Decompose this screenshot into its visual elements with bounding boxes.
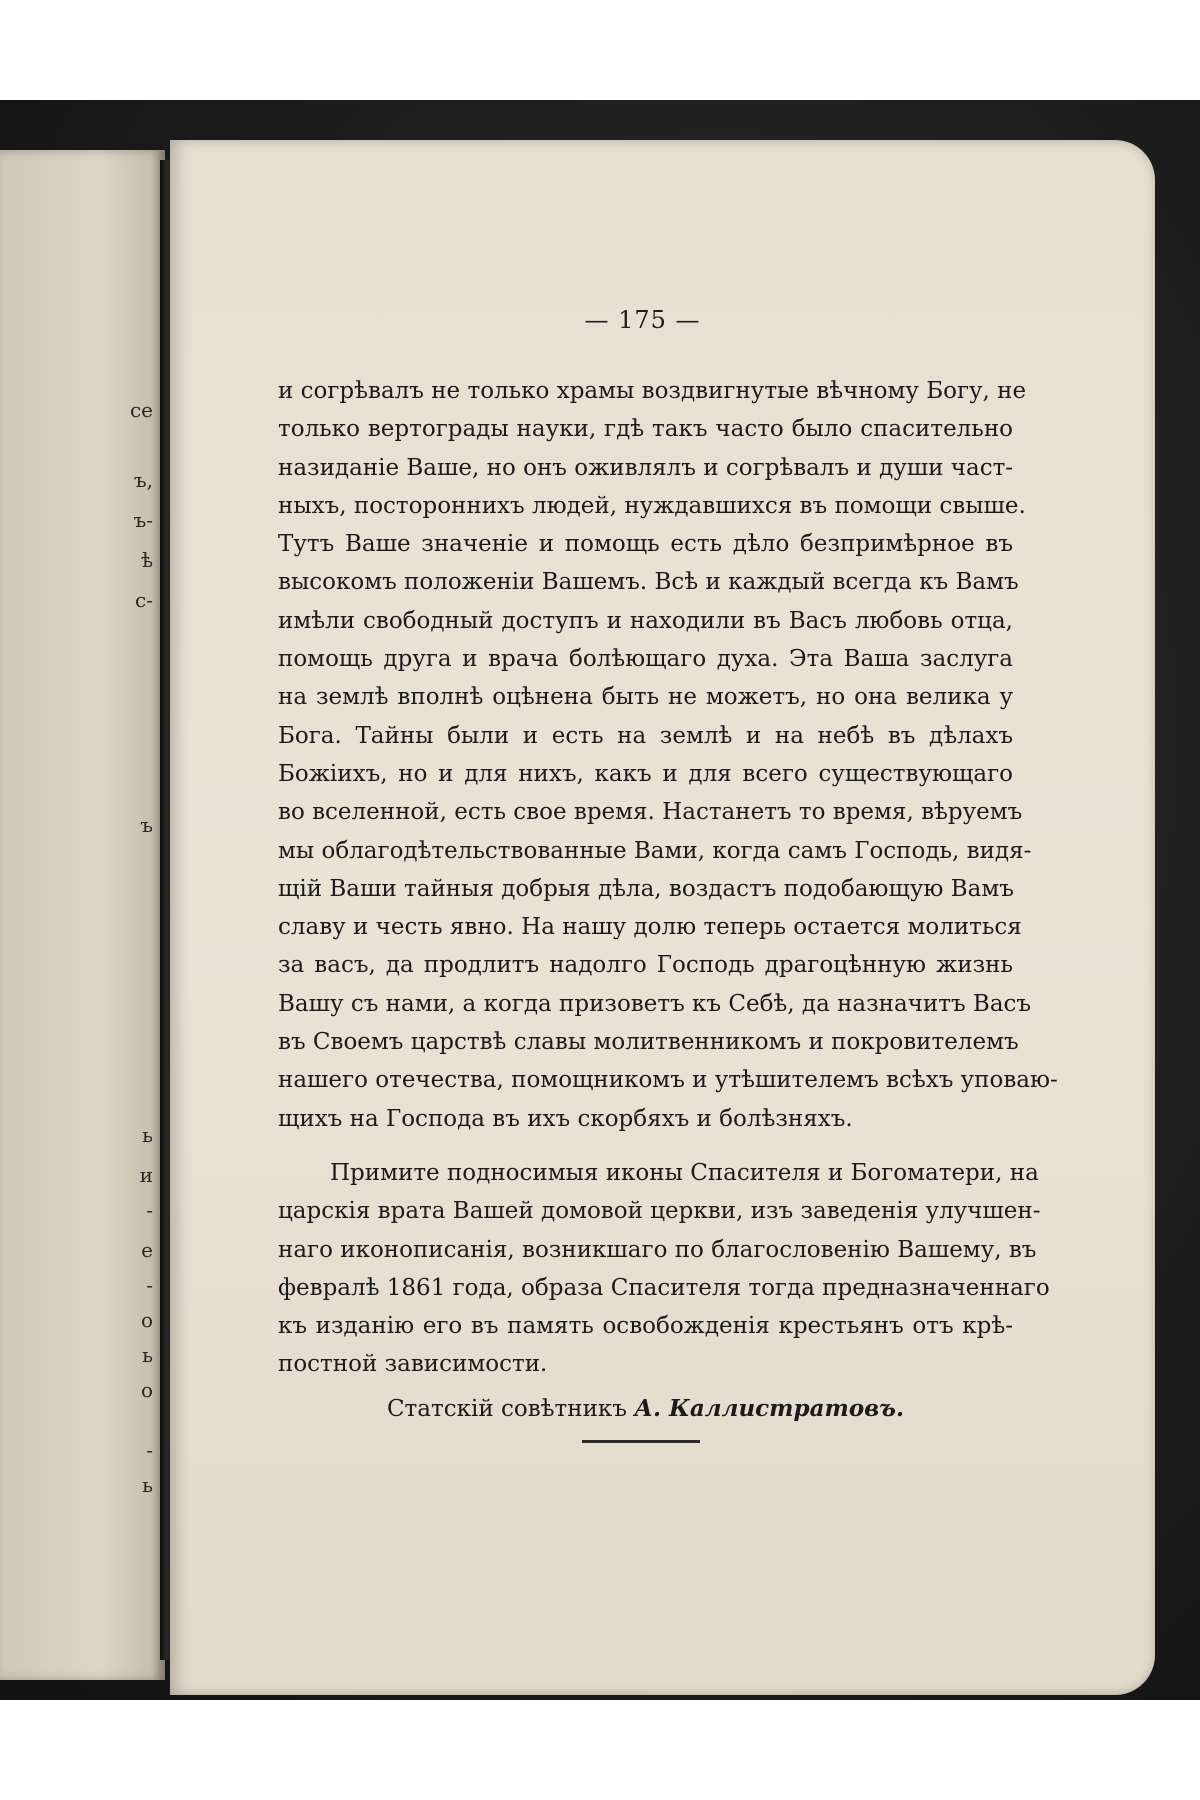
text-line: щій Ваши тайныя добрыя дѣла, воздастъ подобающую Вамъ bbox=[278, 875, 1014, 902]
text-line: щихъ на Господа въ ихъ скорбяхъ и болѣзняхъ. bbox=[278, 1105, 853, 1132]
text-line: наго иконописанія, возникшаго по благословенію Вашему, въ bbox=[278, 1236, 1037, 1263]
left-page-fragment: ъ, bbox=[133, 468, 153, 492]
page-number: — 175 — bbox=[584, 306, 701, 334]
signature-title: Статскій совѣтникъ bbox=[386, 1395, 627, 1422]
text-line: на землѣ вполнѣ оцѣнена быть не можетъ, но она велика у bbox=[278, 684, 1013, 711]
left-page-fragment: ъ bbox=[140, 813, 153, 837]
text-line: за васъ, да продлитъ надолго Господь драгоцѣнную жизнь bbox=[278, 952, 1013, 979]
text-line: февралѣ 1861 года, образа Спасителя тогда предназначеннаго bbox=[278, 1274, 1050, 1301]
text-line: нашего отечества, помощникомъ и утѣшителемъ всѣхъ уповаю- bbox=[278, 1067, 1058, 1094]
text-line: назиданіе Ваше, но онъ оживлялъ и согрѣвалъ и души част- bbox=[278, 454, 1014, 481]
left-page-fragment: о bbox=[140, 1378, 153, 1402]
text-line: царскія врата Вашей домовой церкви, изъ заведенія улучшен- bbox=[278, 1198, 1041, 1225]
left-page-fragment: ь bbox=[142, 1473, 153, 1497]
left-page-fragment: ь bbox=[142, 1123, 153, 1147]
left-page-fragment: с- bbox=[135, 588, 153, 612]
paragraph-spacer bbox=[278, 1138, 1013, 1154]
left-page-fragment: ь bbox=[142, 1343, 153, 1367]
body-text bbox=[278, 372, 1058, 1428]
left-page-fragment: - bbox=[146, 1438, 153, 1462]
left-page-fragment: - bbox=[146, 1198, 153, 1222]
text-line: постной зависимости. bbox=[278, 1351, 548, 1378]
text-line: только вертограды науки, гдѣ такъ часто было спасительно bbox=[278, 416, 1013, 443]
signature-name: А. Каллистратовъ. bbox=[634, 1394, 905, 1422]
text-line: во вселенной, есть свое время. Настанетъ то время, вѣруемъ bbox=[278, 799, 1023, 826]
text-line: славу и честь явно. На нашу долю теперь остается молиться bbox=[278, 914, 1022, 941]
text-line: къ изданію его въ память освобожденія крестьянъ отъ крѣ- bbox=[278, 1313, 1013, 1340]
left-page-fragment: и bbox=[139, 1163, 153, 1187]
left-page-fragment: - bbox=[146, 1273, 153, 1297]
text-line: Примите подносимыя иконы Спасителя и Богоматери, на bbox=[330, 1159, 1039, 1186]
text-line: Бога. Тайны были и есть на землѣ и на небѣ въ дѣлахъ bbox=[278, 722, 1013, 749]
text-line: ныхъ, постороннихъ людей, нуждавшихся въ помощи свыше. bbox=[278, 492, 1026, 519]
text-line: мы облагодѣтельствованные Вами, когда самъ Господь, видя- bbox=[278, 837, 1032, 864]
left-page bbox=[0, 150, 165, 1680]
left-page-fragment: ъ- bbox=[133, 508, 153, 532]
text-line: въ Своемъ царствѣ славы молитвенникомъ и покровителемъ bbox=[278, 1029, 1019, 1056]
signature bbox=[278, 1390, 1013, 1428]
text-line: Вашу съ нами, а когда призоветъ къ Себѣ, да назначитъ Васъ bbox=[278, 990, 1032, 1017]
text-line: помощь друга и врача болѣющаго духа. Эта Ваша заслуга bbox=[278, 646, 1013, 673]
text-line: Тутъ Ваше значеніе и помощь есть дѣло безпримѣрное въ bbox=[278, 531, 1013, 558]
text-line: и согрѣвалъ не только храмы воздвигнутые вѣчному Богу, не bbox=[278, 378, 1027, 404]
left-page-fragment: се bbox=[129, 398, 153, 422]
text-line: Божіихъ, но и для нихъ, какъ и для всего существующаго bbox=[278, 760, 1013, 787]
right-page bbox=[170, 140, 1155, 1695]
left-page-fragment: о bbox=[140, 1308, 153, 1332]
text-line: имѣли свободный доступъ и находили въ Васъ любовь отца, bbox=[278, 607, 1013, 634]
closing-rule bbox=[582, 1440, 700, 1443]
text-line: высокомъ положеніи Вашемъ. Всѣ и каждый всегда къ Вамъ bbox=[278, 569, 1019, 596]
left-page-fragment: ѣ bbox=[140, 548, 153, 572]
book-photo bbox=[0, 100, 1200, 1700]
left-page-fragment: е bbox=[141, 1238, 153, 1262]
